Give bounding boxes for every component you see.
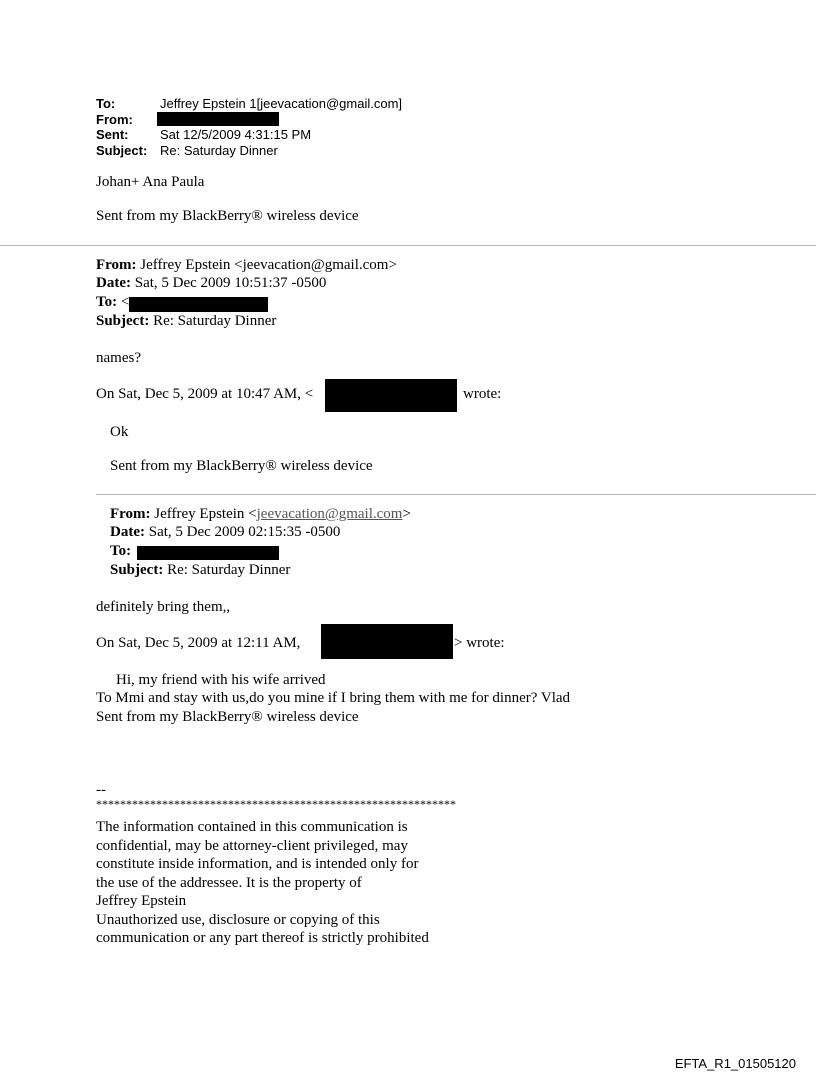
disclaimer-line: confidential, may be attorney-client privileged, may — [96, 837, 408, 854]
disclaimer-block — [96, 818, 429, 948]
msg3-email-link[interactable]: jeevacation@gmail.com — [256, 506, 403, 522]
msg2-quoted-signature: Sent from my BlackBerry® wireless device — [110, 458, 373, 474]
msg3-body: definitely bring them,, — [96, 599, 231, 615]
msg2-from-row — [96, 257, 397, 274]
msg2-quote-suffix: wrote: — [463, 386, 502, 402]
msg2-quote-prefix: < — [304, 386, 314, 402]
msg3-quoted-line: Hi, my friend with his wife arrived — [116, 672, 326, 688]
msg2-quote-intro — [96, 386, 313, 403]
msg2-quote-intro-text: On Sat, Dec 5, 2009 at 10:47 AM, — [96, 386, 301, 402]
msg2-from-value: Jeffrey Epstein <jeevacation@gmail.com> — [140, 257, 397, 273]
msg2-subject-value: Re: Saturday Dinner — [153, 313, 277, 329]
msg2-date-row — [96, 275, 326, 292]
msg3-subject-row — [110, 562, 290, 579]
header-to-value: Jeffrey Epstein 1[jeevacation@gmail.com] — [160, 96, 403, 111]
header-sent-value: Sat 12/5/2009 4:31:15 PM — [160, 127, 312, 142]
msg2-quoted-body: Ok — [110, 424, 129, 440]
msg3-to-label: To: — [110, 543, 132, 559]
msg2-from-label: From: — [96, 257, 137, 273]
msg2-body: names? — [96, 350, 141, 366]
redaction-bar — [321, 624, 453, 659]
msg2-to-prefix: < — [120, 294, 130, 310]
header-to-row — [96, 96, 402, 111]
disclaimer-line: constitute inside information, and is intended only for — [96, 856, 419, 872]
header-subject-value: Re: Saturday Dinner — [160, 143, 278, 158]
disclaimer-line: the use of the addressee. It is the property of — [96, 874, 362, 891]
msg3-subject-label: Subject: — [110, 562, 164, 578]
document-id: EFTA_R1_01505120 — [674, 1056, 796, 1071]
msg3-subject-value: Re: Saturday Dinner — [167, 562, 291, 578]
header-subject-label: Subject: — [96, 143, 148, 158]
header-from-row — [96, 112, 160, 127]
redaction-bar — [129, 297, 268, 312]
divider — [0, 245, 816, 246]
msg3-from-end: > — [402, 506, 411, 522]
redaction-bar — [325, 379, 457, 412]
header-to-label: To: — [96, 96, 116, 111]
msg2-to-row — [96, 294, 129, 311]
msg3-from-label: From: — [110, 506, 151, 522]
msg2-date-value: Sat, 5 Dec 2009 10:51:37 -0500 — [134, 275, 327, 291]
msg2-date-label: Date: — [96, 275, 131, 291]
msg2-subject-row — [96, 313, 276, 330]
msg3-date-value: Sat, 5 Dec 2009 02:15:35 -0500 — [148, 524, 341, 540]
msg3-quoted-line: Sent from my BlackBerry® wireless device — [96, 709, 359, 725]
footer-dashes: -- — [96, 782, 106, 798]
reply-signature: Sent from my BlackBerry® wireless device — [96, 208, 359, 224]
header-from-label: From: — [96, 112, 133, 127]
disclaimer-line: Jeffrey Epstein — [96, 893, 187, 909]
msg2-to-label: To: — [96, 294, 118, 310]
redaction-bar — [137, 546, 279, 560]
msg3-quote-intro: On Sat, Dec 5, 2009 at 12:11 AM, — [96, 635, 301, 651]
header-subject-row — [96, 143, 278, 158]
msg3-from-name: Jeffrey Epstein < — [154, 506, 257, 522]
msg3-from-row — [110, 506, 411, 523]
header-sent-row — [96, 127, 311, 142]
disclaimer-line: Unauthorized use, disclosure or copying of this — [96, 911, 380, 928]
msg2-subject-label: Subject: — [96, 313, 150, 329]
msg3-quoted-line: To Mmi and stay with us,do you mine if I bring them with me for dinner? Vlad — [96, 690, 571, 706]
reply-body: Johan+ Ana Paula — [96, 174, 205, 190]
footer-stars: ************************************************************ — [96, 797, 456, 811]
msg3-to-row — [110, 543, 131, 560]
header-sent-label: Sent: — [96, 127, 129, 142]
msg3-quote-suffix: > wrote: — [454, 635, 505, 651]
disclaimer-line: The information contained in this communication is — [96, 819, 408, 835]
divider — [96, 494, 816, 495]
msg3-date-label: Date: — [110, 524, 145, 540]
disclaimer-line: communication or any part thereof is strictly prohibited — [96, 930, 429, 946]
redaction-bar — [157, 112, 279, 126]
msg3-date-row — [110, 524, 340, 541]
